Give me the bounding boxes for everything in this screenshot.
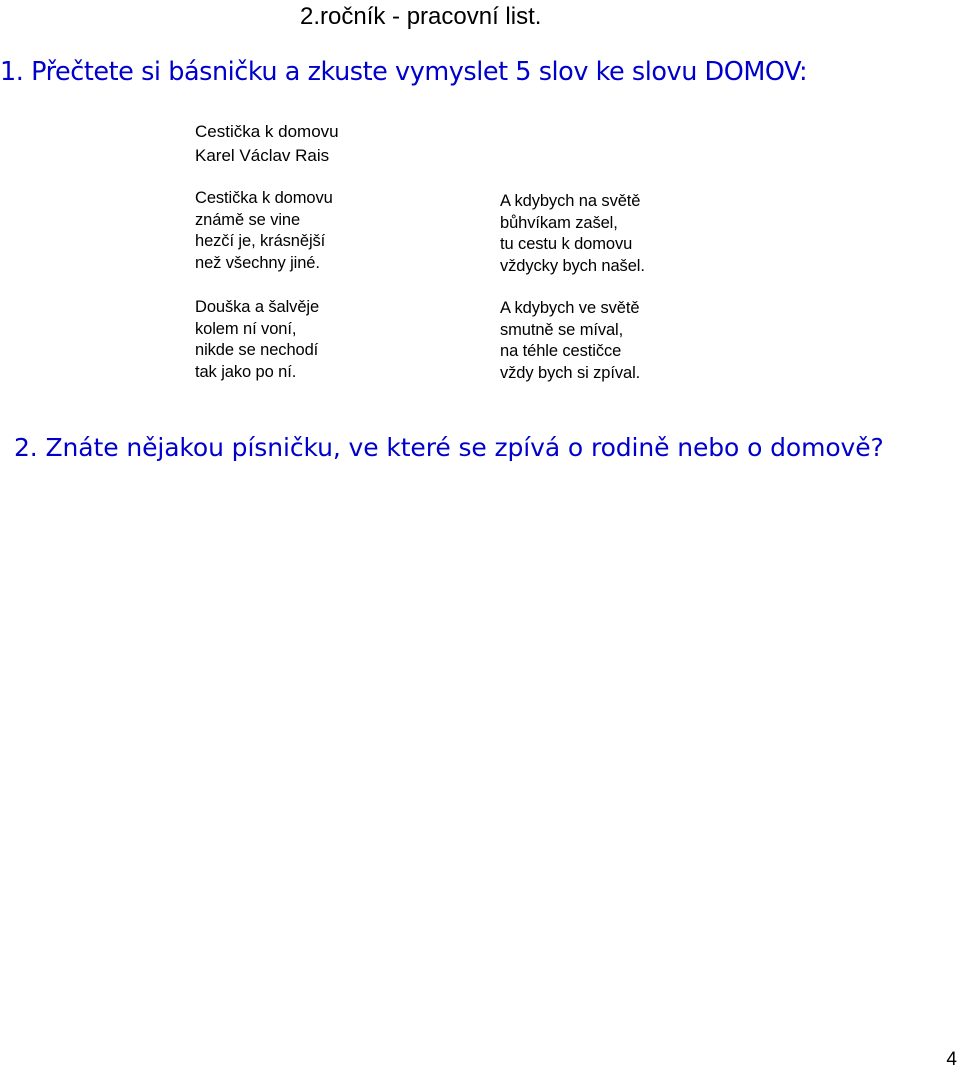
poem-line: tak jako po ní. bbox=[195, 362, 297, 381]
poem-line: vždy bych si zpíval. bbox=[500, 363, 641, 382]
poem-line: tu cestu k domovu bbox=[500, 235, 633, 253]
poem-line: známě se vine bbox=[195, 210, 301, 229]
poem-line: než všechny jiné. bbox=[195, 253, 320, 272]
poem-line: hezčí je, krásnější bbox=[195, 232, 326, 250]
poem-stanza-4 bbox=[500, 298, 640, 384]
poem-stanza-3 bbox=[500, 191, 645, 277]
poem-line: vždycky bych našel. bbox=[500, 256, 645, 275]
task-2-question: 2. Znáte nějakou písničku, ve které se zpívá o rodině nebo o domově? bbox=[14, 433, 884, 462]
poem-line: A kdybych na světě bbox=[500, 192, 641, 210]
poem-line: Cestička k domovu bbox=[195, 189, 333, 207]
poem-line: kolem ní voní, bbox=[195, 319, 297, 338]
poem-line: smutně se míval, bbox=[500, 320, 624, 339]
page-number: 4 bbox=[946, 1049, 957, 1070]
page-title: 2.ročník - pracovní list. bbox=[300, 3, 542, 30]
task-1-instruction: 1. Přečtete si básničku a zkuste vymyslet 5 slov ke slovu DOMOV: bbox=[0, 57, 808, 87]
poem-author: Karel Václav Rais bbox=[195, 146, 330, 165]
poem-line: Douška a šalvěje bbox=[195, 298, 320, 316]
poem-title: Cestička k domovu bbox=[195, 122, 339, 141]
poem-stanza-2 bbox=[195, 297, 319, 383]
poem-line: na téhle cestičce bbox=[500, 342, 622, 360]
poem-line: nikde se nechodí bbox=[195, 341, 319, 359]
poem-line: bůhvíkam zašel, bbox=[500, 213, 618, 232]
poem-stanza-1 bbox=[195, 188, 333, 274]
poem-header bbox=[195, 120, 339, 168]
poem-line: A kdybych ve světě bbox=[500, 299, 640, 317]
